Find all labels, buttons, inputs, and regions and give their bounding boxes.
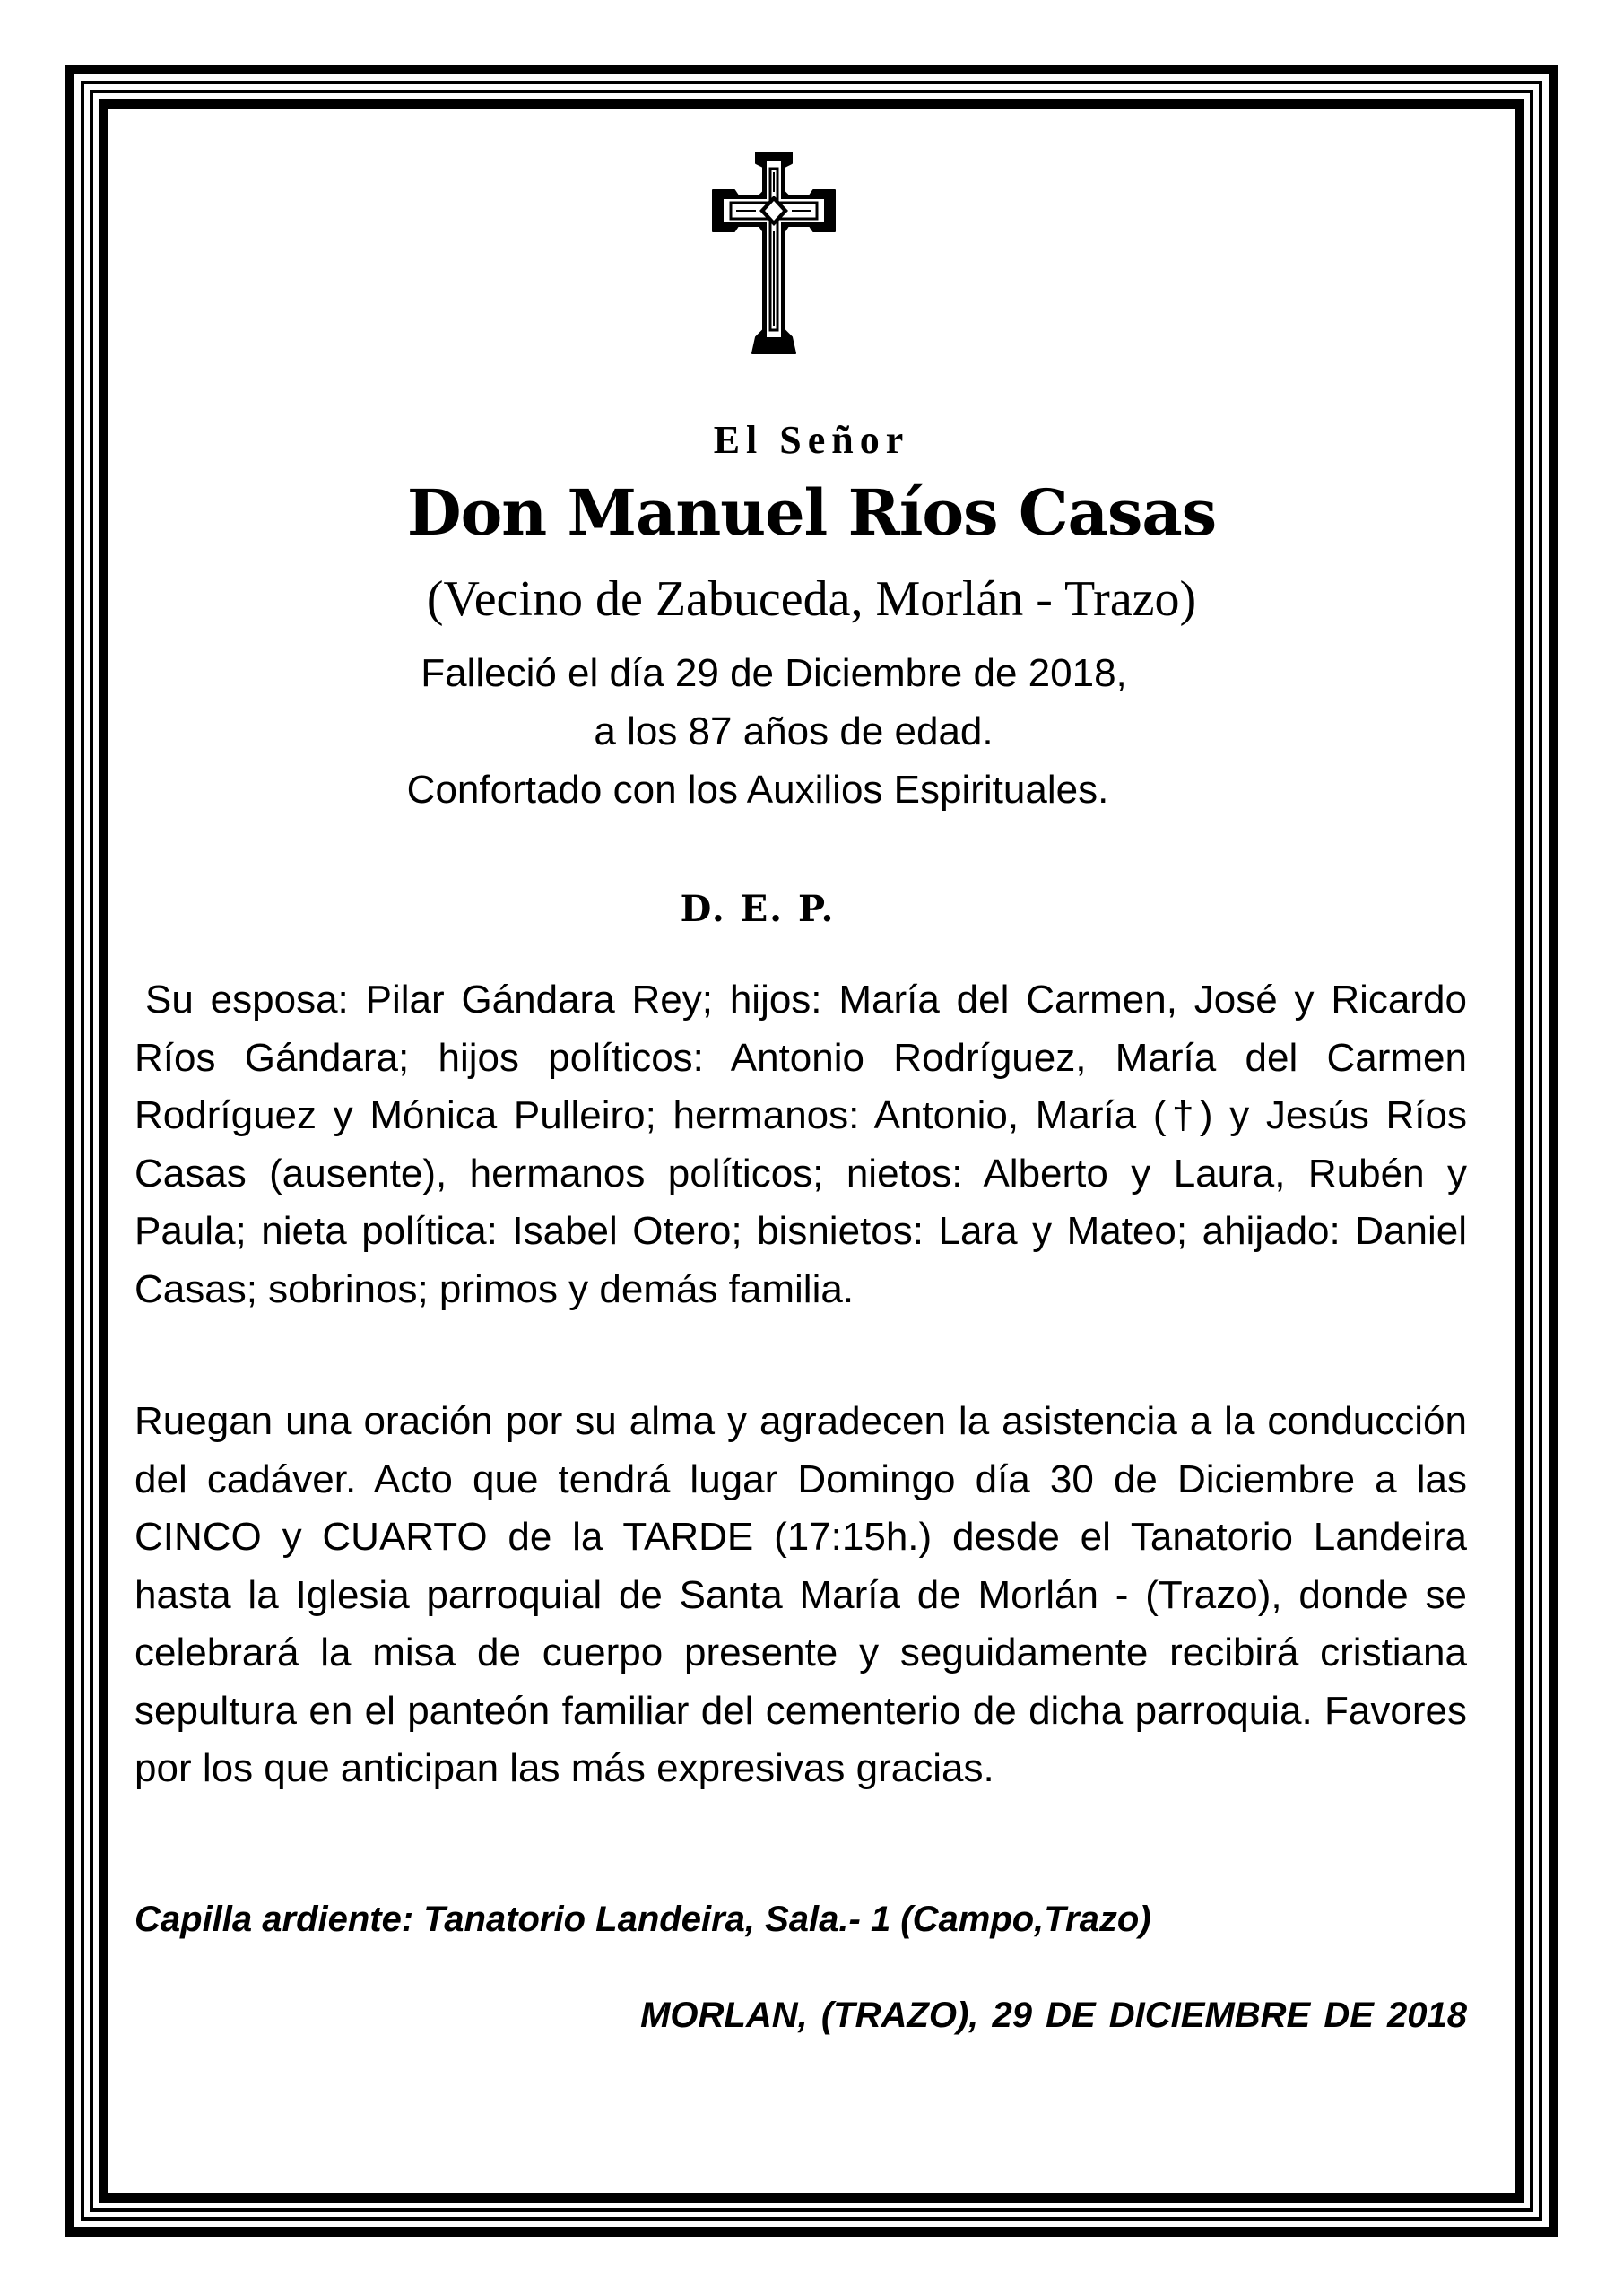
- rest-in-peace-label: D. E. P.: [680, 888, 836, 930]
- sacraments-line: Confortado con los Auxilios Espirituales.: [406, 768, 1109, 812]
- chapel-location: Capilla ardiente: Tanatorio Landeira, Sala.- 1 (Campo,Trazo): [135, 1900, 1151, 1939]
- family-paragraph: Su esposa: Pilar Gándara Rey; hijos: María del Carmen, José y Ricardo Ríos Gándara; hijos políticos: Antonio Rodríguez, María del Carmen Rodríguez y Mónica Pulleiro; hermanos: Antonio, María (†) y Jesús Ríos Casas (ausente), hermanos políticos; nietos: Alberto y Laura, Rubén y Paula; nieta política: Isabel Otero; bisnietos: Lara y Mateo; ahijado: Daniel Casas; sobrinos; primos y demás familia.: [135, 978, 1467, 1311]
- deceased-name: Don Manuel Ríos Casas: [406, 475, 1217, 550]
- place-and-date: MORLAN, (TRAZO), 29 DE DICIEMBRE DE 2018: [640, 1996, 1467, 2035]
- residence-line: (Vecino de Zabuceda, Morlán - Trazo): [426, 571, 1197, 627]
- ornate-cross-icon: [702, 145, 846, 361]
- honorific-title: El Señor: [713, 418, 910, 462]
- funeral-service-paragraph: Ruegan una oración por su alma y agradecen la asistencia a la conducción del cadáver. Acto que tendrá lugar Domingo día 30 de Diciembre a las CINCO y CUARTO de la TARDE (17:15h.) desde el Tanatorio Landeira hasta la Iglesia parroquial de Santa María de Morlán - (Trazo), donde se celebrará la misa de cuerpo presente y seguidamente recibirá cristiana sepultura en el panteón familiar del cementerio de dicha parroquia. Favores por los que anticipan las más expresivas gracias.: [135, 1399, 1467, 1790]
- age-line: a los 87 años de edad.: [594, 709, 994, 753]
- death-date-line: Falleció el día 29 de Diciembre de 2018,: [421, 651, 1127, 695]
